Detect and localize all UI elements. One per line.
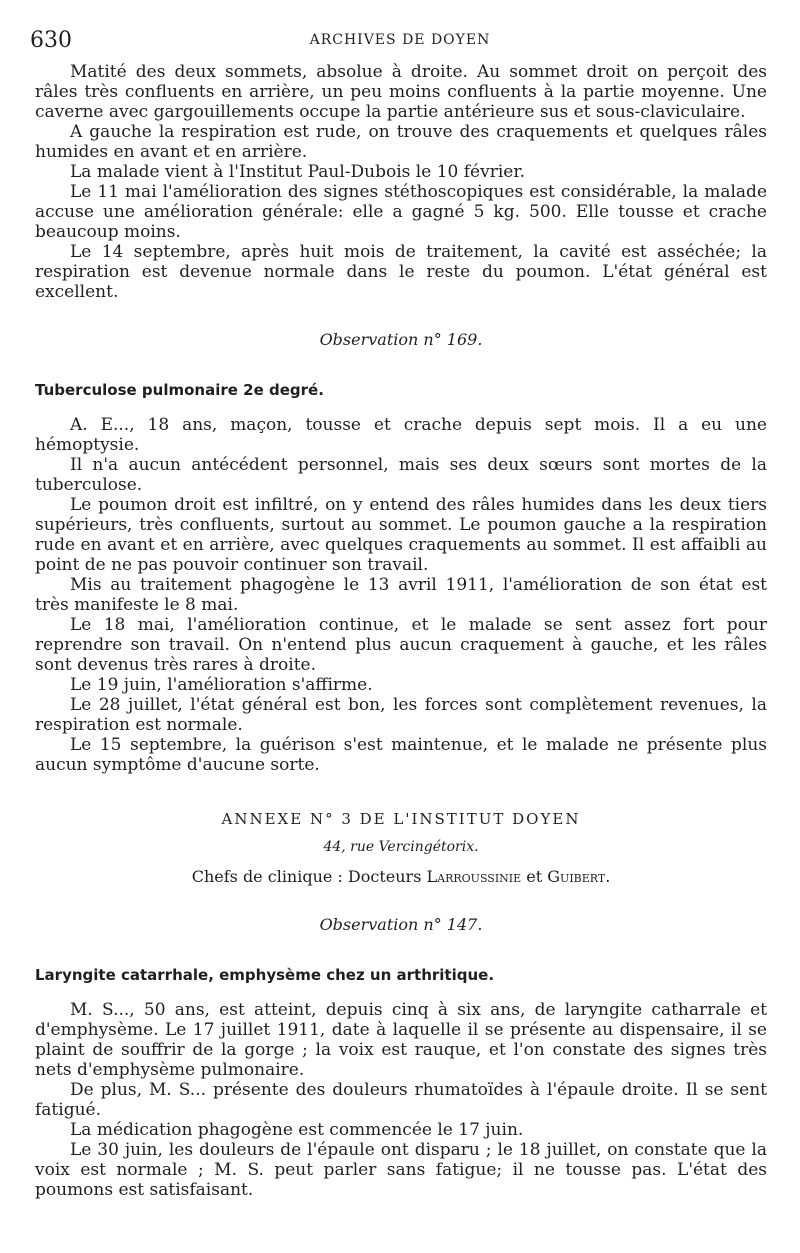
paragraph: Le 19 juin, l'amélioration s'affirme.: [70, 675, 373, 695]
observation-147: [35, 915, 767, 1200]
observation-169: [35, 330, 767, 775]
continued-observation: [35, 62, 767, 302]
annex-address: 44, rue Vercingétorix.: [323, 839, 479, 855]
paragraph: M. S..., 50 ans, est atteint, depuis cinq à six ans, de laryngite catharrale et d'emphysème. Le 17 juillet 1911, date à laquelle il se présente au dispensaire, il se plaint de souffrir de la gorge ; la voix est rauque, et l'on constate des signes très nets d'emphysème pulmonaire.: [35, 1000, 767, 1080]
observation-title: Observation n° 169.: [319, 330, 483, 349]
chief-name: Guibert.: [547, 867, 611, 886]
page-number: 630: [30, 28, 72, 53]
chiefs-prefix: Chefs de clinique : Docteurs: [191, 867, 422, 886]
paragraph: A. E..., 18 ans, maçon, tousse et crache depuis sept mois. Il a eu une hémoptysie.: [35, 415, 767, 455]
annex-header: [35, 809, 767, 887]
paragraph: Le 30 juin, les douleurs de l'épaule ont disparu ; le 18 juillet, on constate que la voix est normale ; M. S. peut parler sans fatigue; il ne tousse pas. L'état des poumons est satisfaisant.: [35, 1140, 767, 1200]
paragraph: Le 15 septembre, la guérison s'est maintenue, et le malade ne présente plus aucun symptôme d'aucune sorte.: [35, 735, 767, 775]
case-title: Laryngite catarrhale, emphysème chez un arthritique.: [35, 966, 495, 984]
chiefs-joiner: et: [526, 867, 543, 886]
paragraph: Le 11 mai l'amélioration des signes stéthoscopiques est considérable, la malade accuse une amélioration générale: elle a gagné 5 kg. 500. Elle tousse et crache beaucoup moins.: [35, 182, 767, 242]
page-header: [30, 28, 770, 54]
paragraph: A gauche la respiration est rude, on trouve des craquements et quelques râles humides en avant et en arrière.: [35, 122, 767, 162]
paragraph: Il n'a aucun antécédent personnel, mais ses deux sœurs sont mortes de la tuberculose.: [35, 455, 767, 495]
paragraph: Le 28 juillet, l'état général est bon, les forces sont complètement revenues, la respiration est normale.: [35, 695, 767, 735]
chief-name: Larroussinie: [426, 867, 522, 886]
paragraph: Le poumon droit est infiltré, on y entend des râles humides dans les deux tiers supérieurs, très confluents, surtout au sommet. Le poumon gauche a la respiration rude en avant et en arrière, avec quelques craquements au sommet. Il est affaibli au point de ne pas pouvoir continuer son travail.: [35, 495, 767, 575]
observation-title: Observation n° 147.: [319, 915, 483, 934]
annex-heading: ANNEXE N° 3 DE L'INSTITUT DOYEN: [221, 810, 581, 828]
page-body: [35, 62, 767, 1200]
annex-chiefs: [35, 867, 767, 887]
paragraph: Matité des deux sommets, absolue à droite. Au sommet droit on perçoit des râles très confluents en arrière, un peu moins confluents à la partie moyenne. Une caverne avec gargouillements occupe la partie antérieure sus et sous-claviculaire.: [35, 62, 767, 122]
paragraph: Le 14 septembre, après huit mois de traitement, la cavité est asséchée; la respiration est devenue normale dans le reste du poumon. L'état général est excellent.: [35, 242, 767, 302]
paragraph: La malade vient à l'Institut Paul-Dubois le 10 février.: [70, 162, 525, 182]
paragraph: Mis au traitement phagogène le 13 avril 1911, l'amélioration de son état est très manifeste le 8 mai.: [35, 575, 767, 615]
case-title: Tuberculose pulmonaire 2e degré.: [35, 381, 324, 399]
paragraph: Le 18 mai, l'amélioration continue, et le malade se sent assez fort pour reprendre son travail. On n'entend plus aucun craquement à gauche, et les râles sont devenus très rares à droite.: [35, 615, 767, 675]
running-title: ARCHIVES DE DOYEN: [309, 32, 491, 48]
paragraph: De plus, M. S... présente des douleurs rhumatoïdes à l'épaule droite. Il se sent fatigué.: [35, 1080, 767, 1120]
paragraph: La médication phagogène est commencée le 17 juin.: [70, 1120, 524, 1140]
